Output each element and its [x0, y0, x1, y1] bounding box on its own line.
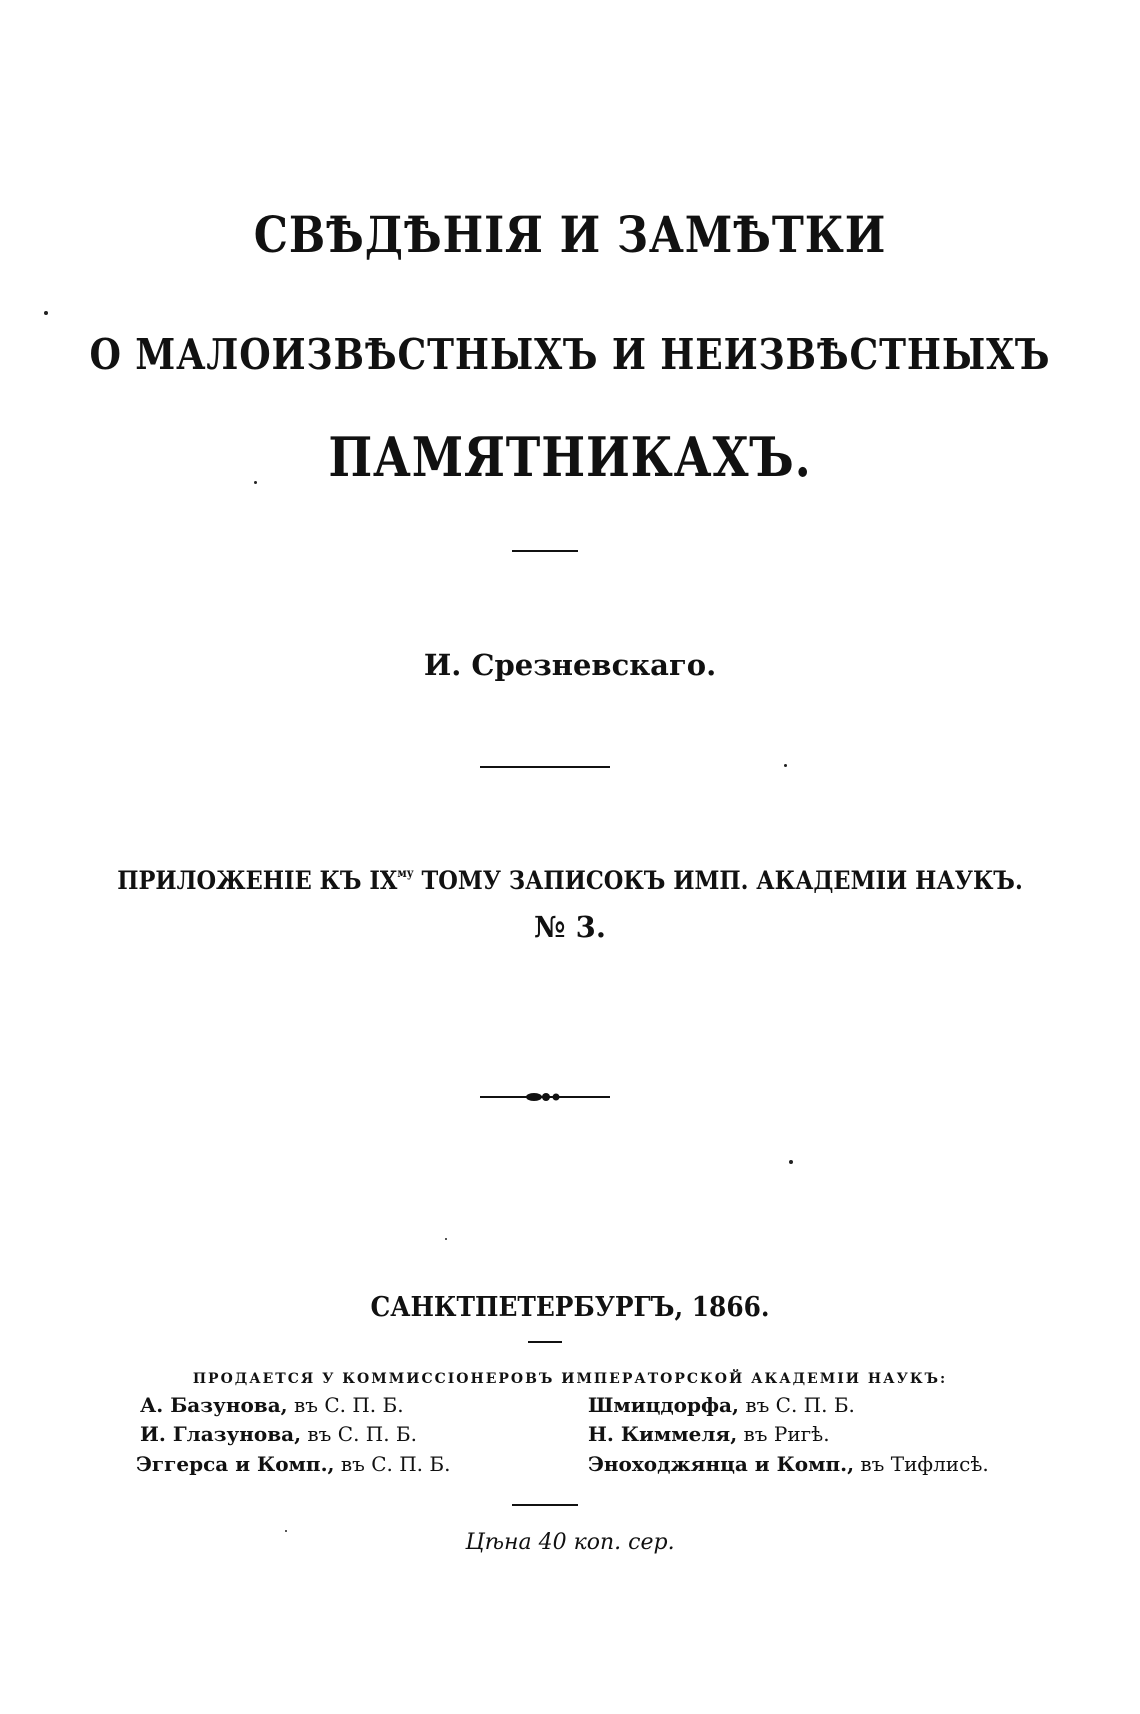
print-speck — [254, 481, 257, 484]
divider-rule — [512, 550, 578, 552]
supplement-line — [57, 866, 1083, 895]
seller-name: И. Глазунова, — [140, 1422, 302, 1446]
print-speck — [784, 764, 787, 767]
seller-place: въ С. П. Б. — [738, 1393, 855, 1417]
divider-rule — [512, 1504, 578, 1506]
seller-place: въ С. П. Б. — [334, 1452, 451, 1476]
title-line-2: О МАЛОИЗВѢСТНЫХЪ И НЕИЗВѢСТНЫХЪ — [89, 330, 1051, 379]
supplement-text-start: ПРИЛОЖЕНІЕ КЪ IX — [117, 866, 398, 895]
ornament-divider — [480, 1090, 610, 1104]
seller-name: Эноходжянца и Комп., — [588, 1452, 855, 1476]
divider-rule — [528, 1341, 562, 1343]
seller-entry — [588, 1393, 855, 1417]
supplement-superscript: му — [397, 866, 414, 880]
seller-name: Эггерса и Комп., — [136, 1452, 335, 1476]
issue-number: № 3. — [534, 910, 606, 944]
author-name: И. Срезневскаго. — [423, 648, 717, 682]
seller-name: Шмицдорфа, — [588, 1393, 739, 1417]
seller-entry — [136, 1452, 450, 1476]
place-and-year: САНКТПЕТЕРБУРГЪ, 1866. — [370, 1292, 770, 1323]
seller-entry — [140, 1422, 417, 1446]
seller-entry — [588, 1422, 830, 1446]
seller-entry — [588, 1452, 989, 1476]
seller-name: Н. Киммеля, — [588, 1422, 738, 1446]
seller-place: въ С. П. Б. — [301, 1422, 417, 1446]
seller-place: въ Тифлисѣ. — [854, 1452, 989, 1476]
seller-place: въ Ригѣ. — [737, 1422, 830, 1446]
supplement-text-end: ТОМУ ЗАПИСОКЪ ИМП. АКАДЕМІИ НАУКЪ. — [413, 866, 1023, 895]
sold-by-heading: ПРОДАЕТСЯ У КОММИССІОНЕРОВЪ ИМПЕРАТОРСКОЙ АКАДЕМІИ НАУКЪ: — [192, 1371, 948, 1387]
title-line-1: СВѢДѢНІЯ И ЗАМѢТКИ — [253, 205, 887, 264]
print-speck — [445, 1238, 447, 1240]
seller-entry — [140, 1393, 404, 1417]
print-speck — [44, 311, 48, 315]
seller-name: А. Базунова, — [140, 1393, 288, 1417]
title-line-3: ПАМЯТНИКАХЪ. — [328, 425, 812, 489]
divider-rule — [480, 766, 610, 768]
print-speck — [789, 1160, 793, 1164]
seller-place: въ С. П. Б. — [287, 1393, 404, 1417]
print-speck — [285, 1530, 287, 1532]
price-line: Цѣна 40 коп. сер. — [465, 1530, 675, 1555]
